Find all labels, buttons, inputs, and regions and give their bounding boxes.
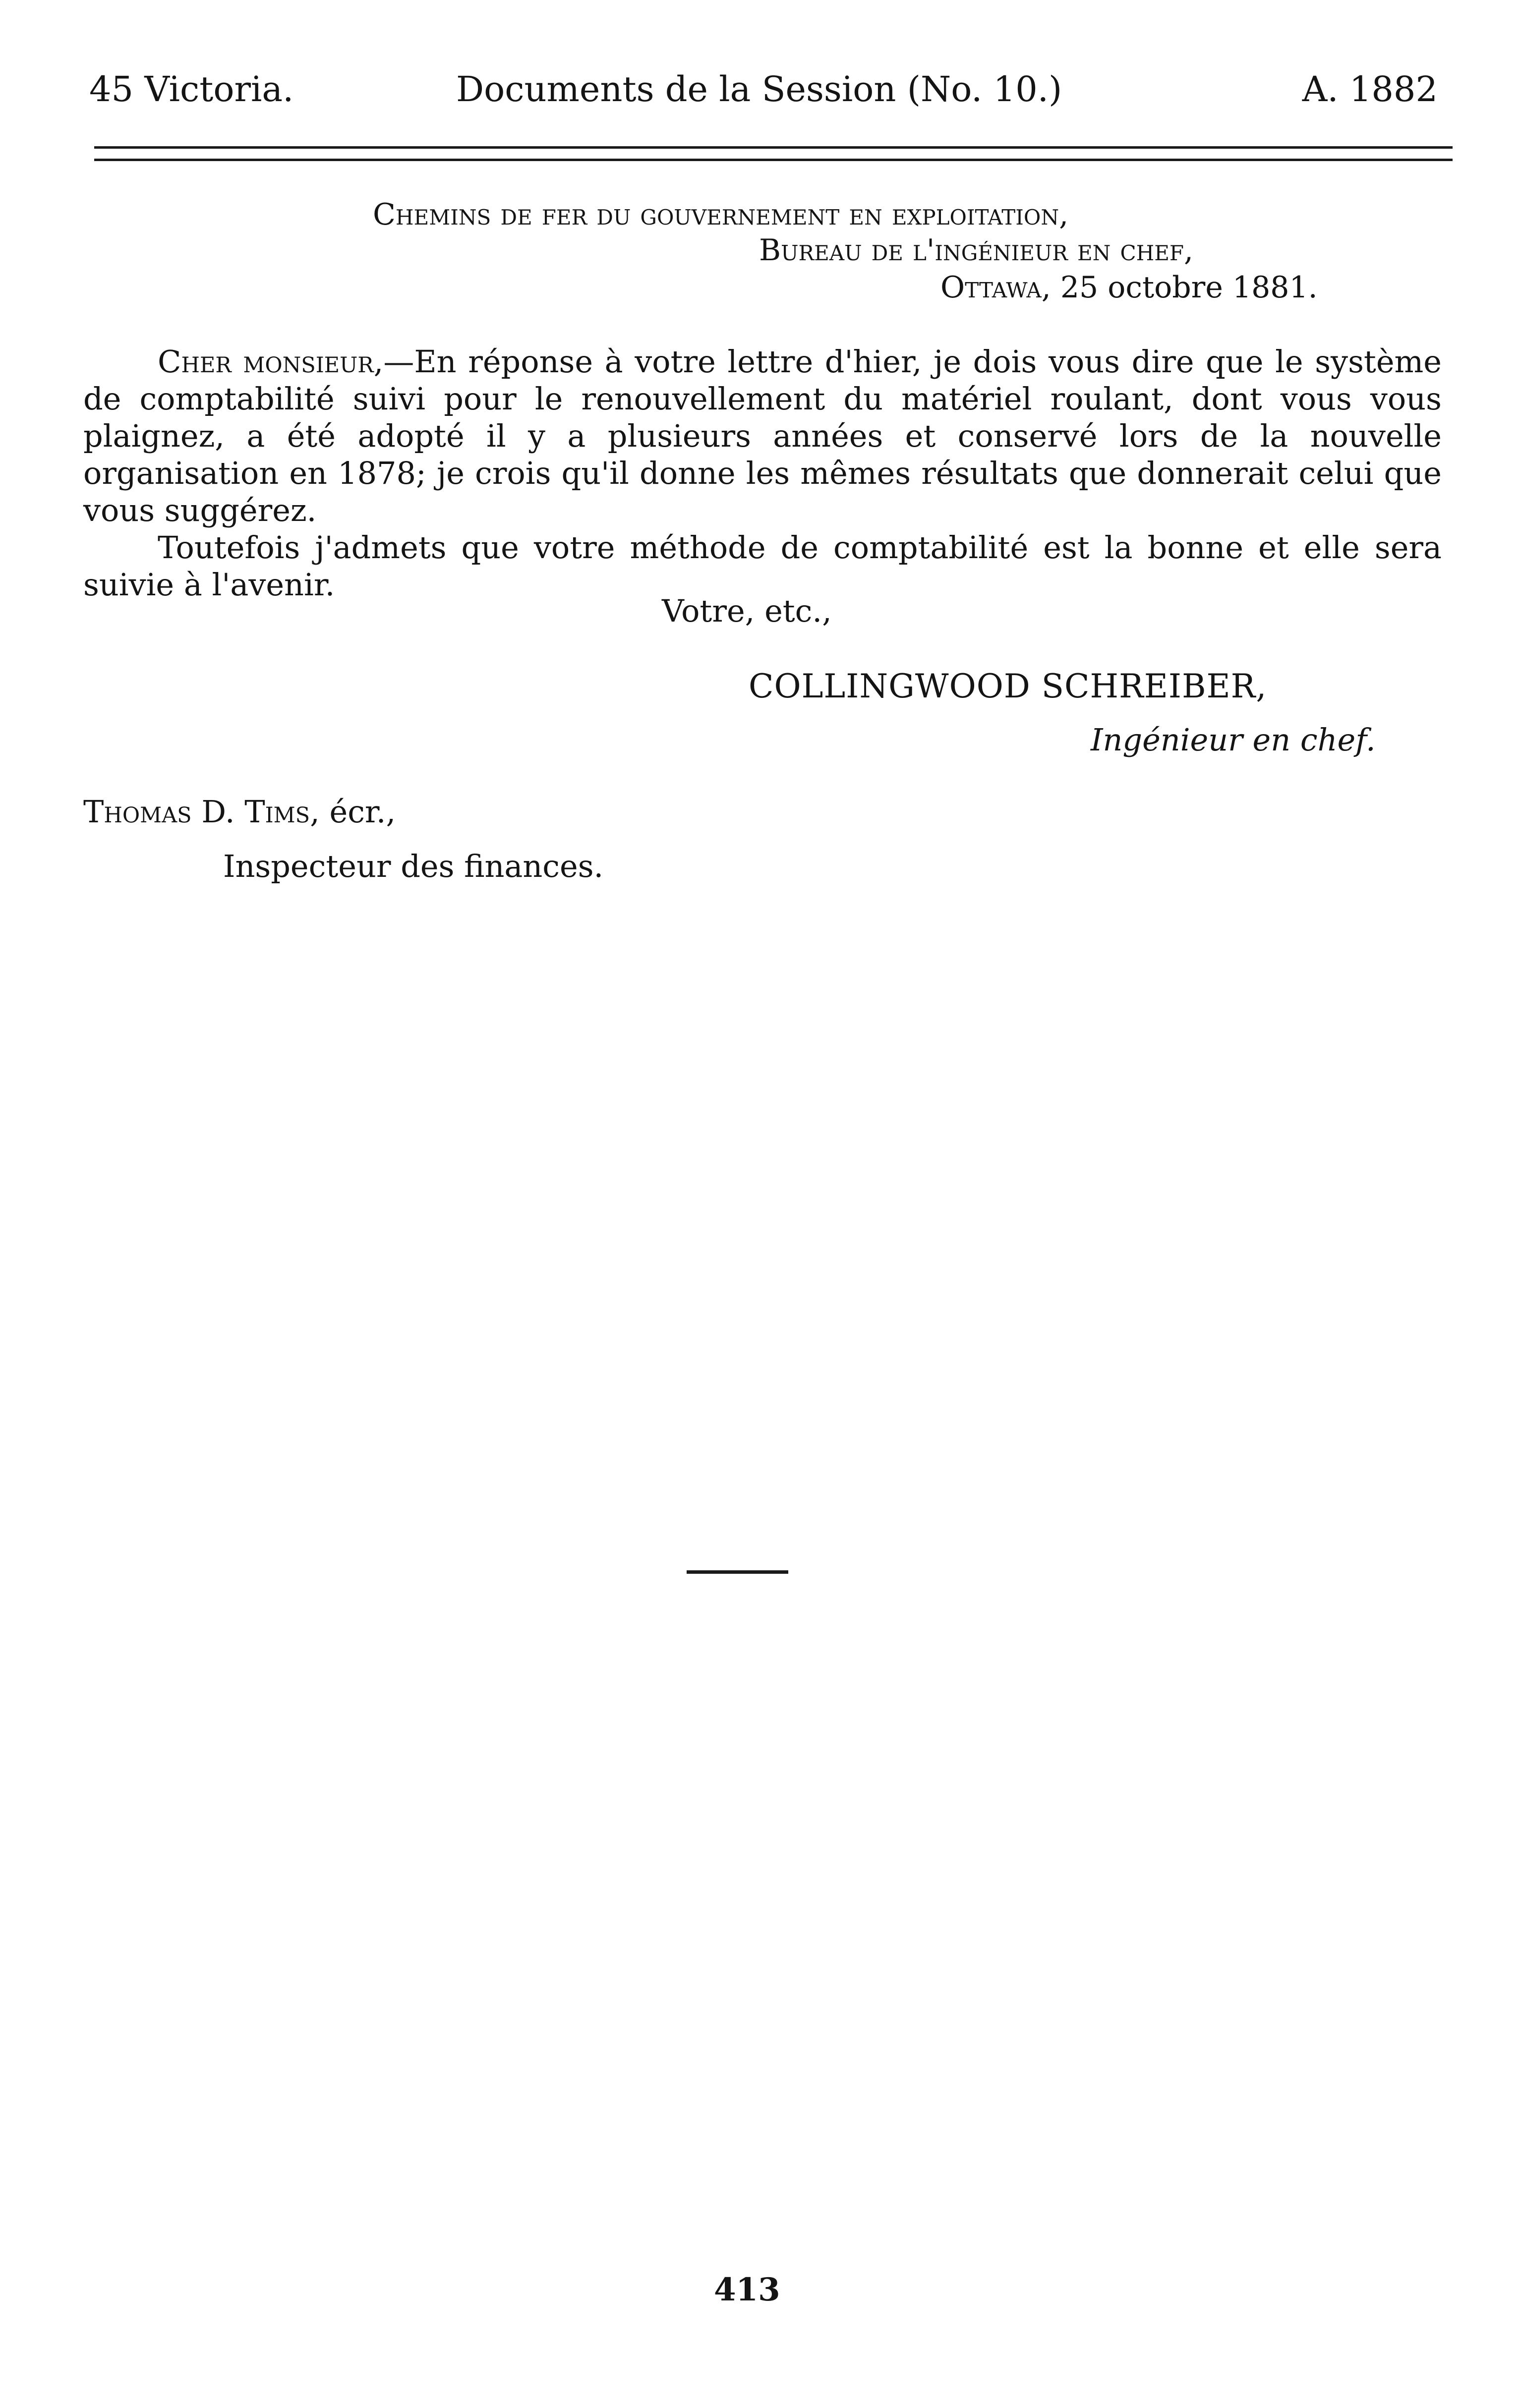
paragraph-1 [83,343,1442,529]
addressee-person: Thomas D. Tims, [83,794,320,830]
section-divider [687,1570,788,1574]
header-volume: 45 Victoria. [89,69,294,110]
paragraph-2: Toutefois j'admets que votre méthode de comptabilité est la bonne et elle sera suivie à l'avenir. [83,529,1442,603]
address-line-date [940,270,1318,305]
letter-body [83,343,1442,603]
header-year: A. 1882 [1302,69,1438,110]
address-line-organization: Chemins de fer du gouvernement en exploitation, [373,197,1069,232]
page-number: 413 [714,2271,780,2308]
addressee-honorific: écr., [319,794,396,830]
address-place: Ottawa, [940,270,1051,305]
running-header [89,62,1438,116]
addressee-title: Inspecteur des finances. [223,848,604,884]
header-title: Documents de la Session (No. 10.) [456,69,1062,110]
address-date: 25 octobre 1881. [1051,270,1318,305]
salutation: Cher monsieur, [158,344,384,380]
letter-closing: Votre, etc., [662,593,832,629]
signature-title: Ingénieur en chef. [1091,722,1376,758]
addressee-name [83,793,396,830]
header-rule-top [94,146,1453,149]
header-rule-bottom [94,159,1453,161]
signature-name: COLLINGWOOD SCHREIBER, [749,667,1267,705]
paragraph-1-text: —En réponse à votre lettre d'hier, je dois vous dire que le système de comptabilité suivi pour le renouvellement du matériel roulant, dont vous vous plaignez, a été adopté il y a plusieurs années et conservé lors de la nouvelle organisation en 1878; je crois qu'il donne les mêmes résultats que donnerait celui que vous suggérez. [83,344,1442,528]
address-line-office: Bureau de l'ingénieur en chef, [759,233,1194,268]
